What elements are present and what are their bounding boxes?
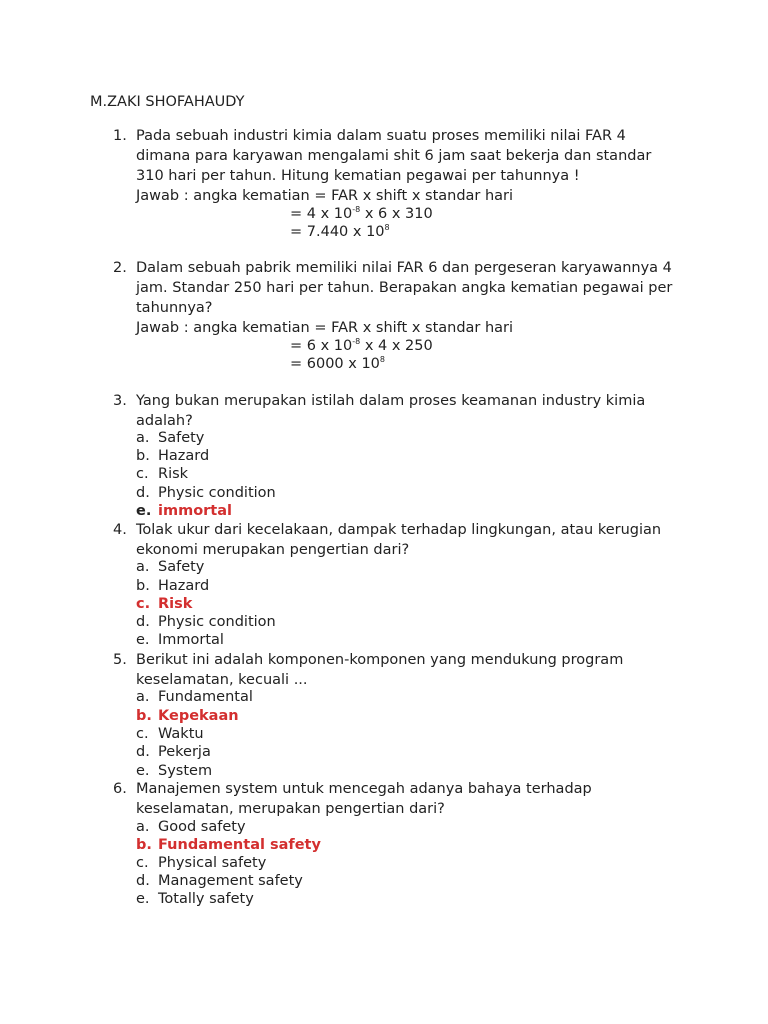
answer-formula: Jawab : angka kematian = FAR x shift x standar hari (136, 188, 514, 204)
question-text: Pada sebuah industri kimia dalam suatu proses memiliki nilai FAR 4 dimana para karyawan mengalami shit 6 jam saat bekerja dan standar 310 hari per tahun. Hitung kematian pegawai per tahunnya ! (136, 128, 652, 184)
option-c: c. Waktu (136, 726, 204, 742)
option-e-correct: e. immortal (136, 503, 232, 519)
question-number: 2. (113, 260, 127, 276)
answer-step-2: = 6000 x $10^8$ (290, 355, 386, 372)
option-e: e. Immortal (136, 632, 224, 648)
option-b: b. Hazard (136, 578, 210, 594)
question-text: Berikut ini adalah komponen-komponen yang mendukung program keselamatan, kecuali ... (136, 652, 624, 688)
answer-step-1: = 4 x $10^{-8}$ x 6 x 310 (290, 205, 433, 222)
question-text: Yang bukan merupakan istilah dalam proses keamanan industry kimia adalah? (136, 393, 646, 429)
question-number: 4. (113, 522, 127, 538)
question-number: 6. (113, 781, 127, 797)
option-a: a. Safety (136, 430, 205, 446)
option-c-correct: c. Risk (136, 596, 193, 612)
option-a: a. Fundamental (136, 689, 253, 705)
question-number: 5. (113, 652, 127, 668)
option-e: e. Totally safety (136, 891, 254, 907)
question-number: 1. (113, 128, 127, 144)
option-c: c. Risk (136, 466, 189, 482)
option-c: c. Physical safety (136, 855, 267, 871)
answer-step-1: = 6 x $10^{-8}$ x 4 x 250 (290, 337, 433, 354)
question-number: 3. (113, 393, 127, 409)
answer-formula: Jawab : angka kematian = FAR x shift x standar hari (136, 320, 514, 336)
option-d: d. Physic condition (136, 614, 276, 630)
option-a: a. Good safety (136, 819, 246, 835)
question-text: Tolak ukur dari kecelakaan, dampak terhadap lingkungan, atau kerugian ekonomi merupakan pengertian dari? (136, 522, 662, 558)
option-d: d. Pekerja (136, 744, 211, 760)
option-d: d. Management safety (136, 873, 303, 889)
option-a: a. Safety (136, 559, 205, 575)
answer-step-2: = 7.440 x $10^8$ (290, 223, 390, 240)
author-name: M.ZAKI SHOFAHAUDY (90, 94, 245, 110)
question-text: Manajemen system untuk mencegah adanya bahaya terhadap keselamatan, merupakan pengertian dari? (136, 781, 592, 817)
option-b-correct: b. Kepekaan (136, 708, 239, 724)
option-d: d. Physic condition (136, 485, 276, 501)
question-text: Dalam sebuah pabrik memiliki nilai FAR 6 dan pergeseran karyawannya 4 jam. Standar 250 hari per tahun. Berapakan angka kematian pegawai per tahunnya? (136, 260, 673, 316)
option-e: e. System (136, 763, 213, 779)
option-b: b. Hazard (136, 448, 210, 464)
option-b-correct: b. Fundamental safety (136, 837, 321, 853)
